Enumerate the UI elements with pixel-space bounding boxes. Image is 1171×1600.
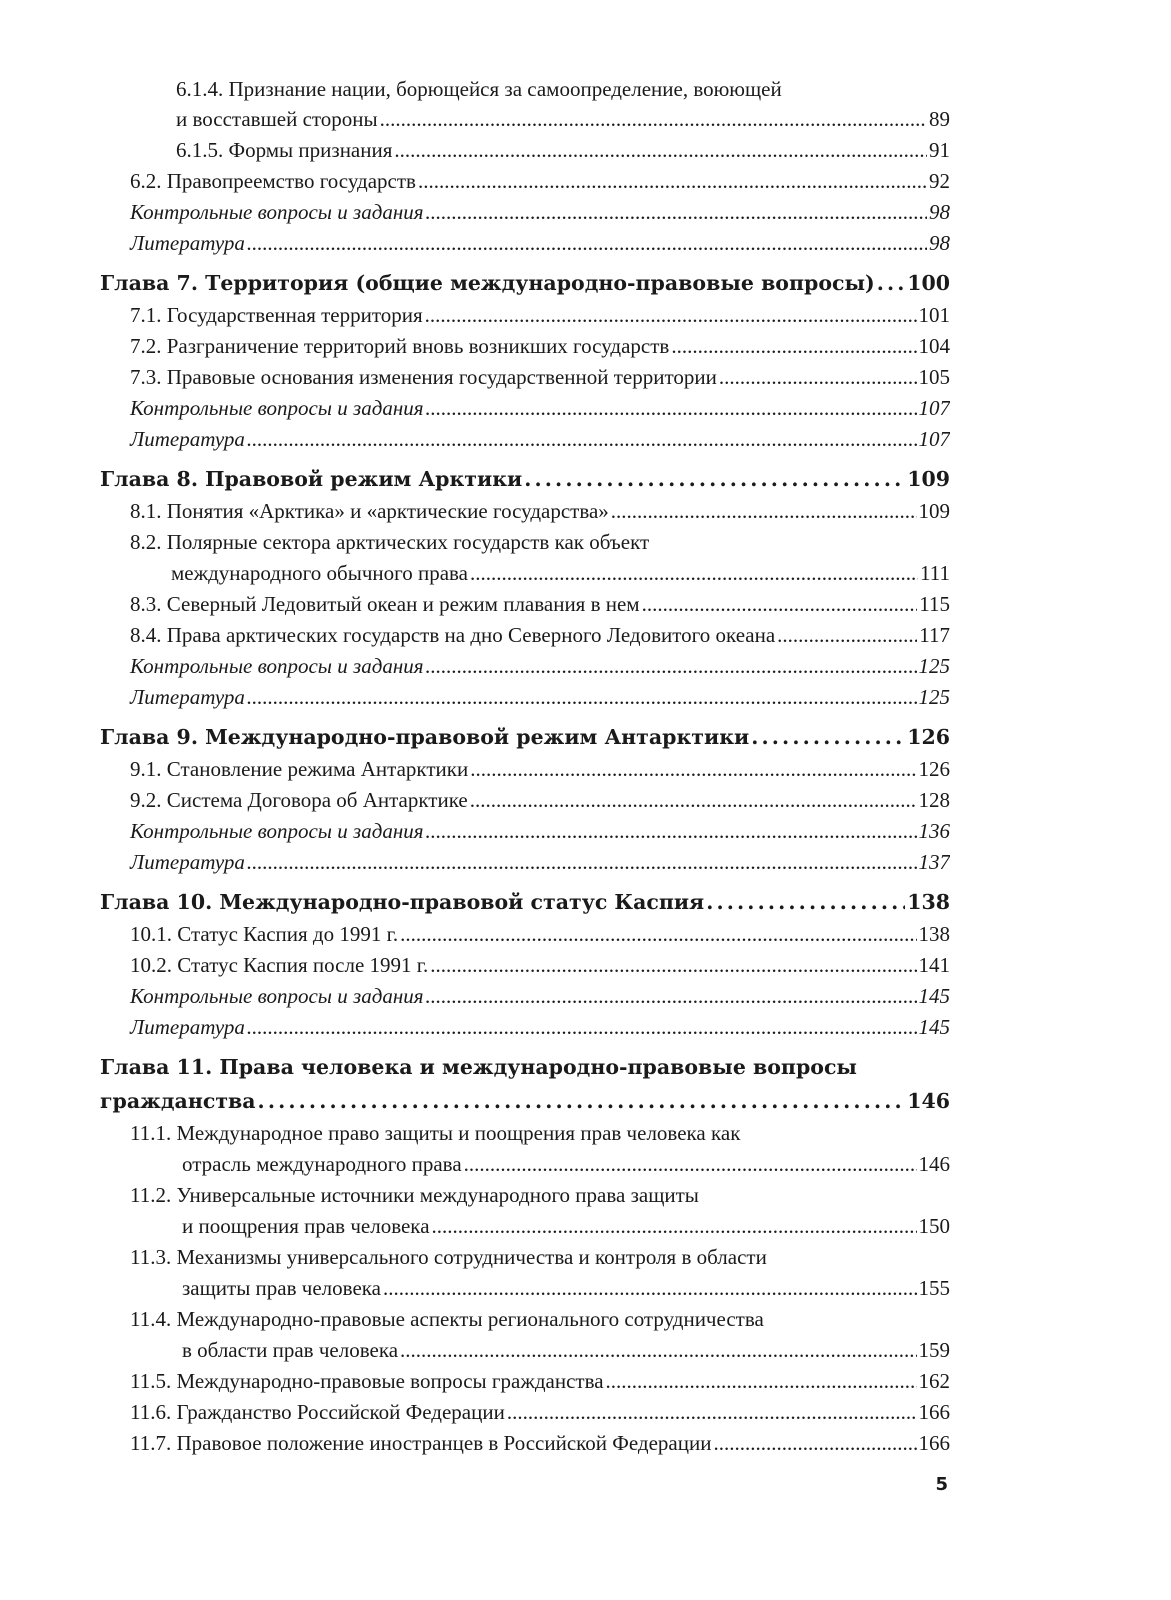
toc-entry [100, 651, 950, 682]
toc-page-number: 146 [918, 1152, 950, 1176]
toc-entry-title: 8.3. Северный Ледовитый океан и режим плавания в нем [130, 592, 640, 616]
dot-leader [877, 266, 905, 300]
toc-entry [100, 228, 950, 259]
toc-page-number: 100 [907, 271, 950, 295]
toc-entry [100, 620, 950, 651]
toc-entry-title: 11.3. Механизмы универсального сотрудничества и контроля в области [130, 1245, 767, 1269]
toc-page-number: 162 [918, 1369, 950, 1393]
toc-page-number: 109 [918, 499, 950, 523]
toc-entry-title: 11.6. Гражданство Российской Федерации [130, 1400, 505, 1424]
toc-entry-title: Глава 11. Права человека и международно-правовые вопросы [100, 1055, 857, 1079]
dot-leader [713, 1428, 916, 1459]
dot-leader [426, 816, 917, 847]
toc-entry [100, 1242, 950, 1273]
toc-entry [100, 424, 950, 455]
toc-entry-title: Контрольные вопросы и задания [130, 819, 424, 843]
toc-entry [100, 919, 950, 950]
toc-entry [100, 785, 950, 816]
toc-entry-title: гражданства [100, 1089, 256, 1113]
toc-page-number: 141 [918, 953, 950, 977]
toc-page-number: 89 [929, 107, 950, 131]
toc-entry-title: Контрольные вопросы и задания [130, 396, 424, 420]
toc-chapter-heading [100, 720, 950, 754]
toc-entry-title: 6.2. Правопреемство государств [130, 169, 416, 193]
toc-entry-title: 8.4. Права арктических государств на дно Северного Ледовитого океана [130, 623, 776, 647]
toc-entry [100, 1335, 950, 1366]
dot-leader [524, 462, 905, 496]
toc-entry-title: Глава 10. Международно-правовой статус Каспия [100, 890, 705, 914]
toc-entry [100, 135, 950, 166]
toc-page-number: 155 [918, 1276, 950, 1300]
toc-entry-title: Контрольные вопросы и задания [130, 984, 424, 1008]
toc-entry [100, 393, 950, 424]
dot-leader [380, 104, 927, 135]
dot-leader [706, 885, 905, 919]
dot-leader [425, 300, 917, 331]
toc-entry-title: Глава 8. Правовой режим Арктики [100, 467, 523, 491]
toc-entry [100, 1118, 950, 1149]
toc-entry [100, 1211, 950, 1242]
dot-leader [642, 589, 918, 620]
dot-leader [418, 166, 927, 197]
toc-entry [100, 362, 950, 393]
toc-entry-title: международного обычного права [171, 561, 468, 585]
toc-entry-title: Литература [130, 427, 245, 451]
toc-chapter-heading [100, 1050, 950, 1084]
toc-page-number: 150 [918, 1214, 950, 1238]
toc-entry-title: 10.2. Статус Каспия после 1991 г. [130, 953, 429, 977]
toc-entry-title: 10.1. Статус Каспия до 1991 г. [130, 922, 399, 946]
toc-entry-title: Литература [130, 850, 245, 874]
toc-entry [100, 950, 950, 981]
toc-entry-title: и поощрения прав человека [182, 1214, 430, 1238]
toc-page-number: 98 [929, 200, 950, 224]
toc-page-number: 138 [907, 890, 950, 914]
dot-leader [394, 135, 927, 166]
toc-entry [100, 74, 950, 104]
toc-chapter-heading [100, 462, 950, 496]
toc-page-number: 166 [918, 1400, 950, 1424]
toc-entry [100, 1149, 950, 1180]
dot-leader [383, 1273, 917, 1304]
toc-entry-title: 11.5. Международно-правовые вопросы гражданства [130, 1369, 604, 1393]
dot-leader [247, 228, 927, 259]
toc-entry-title: 7.2. Разграничение территорий вновь возникших государств [130, 334, 670, 358]
dot-leader [470, 785, 917, 816]
dot-leader [426, 651, 917, 682]
toc-page-number: 137 [918, 850, 950, 874]
toc-entry [100, 981, 950, 1012]
toc-entry-title: Контрольные вопросы и задания [130, 200, 424, 224]
dot-leader [400, 919, 916, 950]
toc-entry [100, 1366, 950, 1397]
dot-leader [400, 1335, 916, 1366]
toc-entry-title: Глава 9. Международно-правовой режим Антарктики [100, 725, 750, 749]
toc-page-number: 138 [918, 922, 950, 946]
toc-entry-title: 11.2. Универсальные источники международного права защиты [130, 1183, 699, 1207]
dot-leader [507, 1397, 917, 1428]
dot-leader [258, 1084, 906, 1118]
toc-page-number: 146 [907, 1089, 950, 1113]
toc-chapter-heading [100, 1084, 950, 1118]
dot-leader [719, 362, 917, 393]
toc-entry [100, 589, 950, 620]
toc-page-number: 128 [918, 788, 950, 812]
toc-entry-title: Контрольные вопросы и задания [130, 654, 424, 678]
toc-entry [100, 816, 950, 847]
dot-leader [426, 393, 917, 424]
toc-page-number: 145 [918, 984, 950, 1008]
toc-entry-title: Литература [130, 1015, 245, 1039]
dot-leader [426, 197, 927, 228]
toc-entry [100, 1397, 950, 1428]
toc-page-number: 91 [929, 138, 950, 162]
toc-entry [100, 754, 950, 785]
dot-leader [777, 620, 917, 651]
toc-entry [100, 1180, 950, 1211]
toc-page-number: 105 [918, 365, 950, 389]
toc-entry [100, 1273, 950, 1304]
toc-entry [100, 1428, 950, 1459]
dot-leader [606, 1366, 917, 1397]
toc-entry [100, 1012, 950, 1043]
toc-entry [100, 331, 950, 362]
toc-entry [100, 558, 950, 589]
toc-entry-title: в области прав человека [182, 1338, 399, 1362]
toc-page-number: 125 [918, 685, 950, 709]
dot-leader [432, 1211, 917, 1242]
toc-entry-title: 9.2. Система Договора об Антарктике [130, 788, 468, 812]
toc-entry [100, 682, 950, 713]
toc-entry-title: 7.1. Государственная территория [130, 303, 423, 327]
dot-leader [247, 682, 917, 713]
toc-entry [100, 1304, 950, 1335]
toc-entry-title: отрасль международного права [182, 1152, 462, 1176]
toc-entry-title: Литература [130, 685, 245, 709]
dot-leader [751, 720, 905, 754]
dot-leader [671, 331, 916, 362]
dot-leader [464, 1149, 917, 1180]
toc-page-number: 117 [919, 623, 950, 647]
toc-entry [100, 300, 950, 331]
toc-page-number: 126 [907, 725, 950, 749]
toc-page-number: 115 [919, 592, 950, 616]
toc-entry-title: 11.7. Правовое положение иностранцев в Российской Федерации [130, 1431, 712, 1455]
toc-page-number: 145 [918, 1015, 950, 1039]
toc-page-number: 98 [929, 231, 950, 255]
dot-leader [426, 981, 917, 1012]
dot-leader [470, 754, 916, 785]
toc-page-number: 166 [918, 1431, 950, 1455]
toc-entry-title: 8.1. Понятия «Арктика» и «арктические государства» [130, 499, 609, 523]
toc-entry-title: 9.1. Становление режима Антарктики [130, 757, 469, 781]
toc-page-number: 104 [918, 334, 950, 358]
toc-entry [100, 166, 950, 197]
toc-page-number: 101 [918, 303, 950, 327]
toc-page-number: 125 [918, 654, 950, 678]
toc-chapter-heading [100, 885, 950, 919]
dot-leader [470, 558, 918, 589]
toc-entry-title: 11.1. Международное право защиты и поощрения прав человека как [130, 1121, 741, 1145]
dot-leader [611, 496, 917, 527]
toc-entry-title: Глава 7. Территория (общие международно-правовые вопросы) [100, 271, 875, 295]
toc-entry-title: 11.4. Международно-правовые аспекты регионального сотрудничества [130, 1307, 764, 1331]
page-number: 5 [935, 1474, 948, 1495]
toc-page-number: 111 [920, 561, 950, 585]
dot-leader [247, 424, 917, 455]
toc-entry [100, 496, 950, 527]
toc-entry-title: защиты прав человека [182, 1276, 381, 1300]
toc-chapter-heading [100, 266, 950, 300]
toc-entry-title: 7.3. Правовые основания изменения государственной территории [130, 365, 717, 389]
table-of-contents [100, 74, 950, 1459]
toc-page-number: 136 [918, 819, 950, 843]
toc-page-number: 107 [918, 427, 950, 451]
dot-leader [247, 1012, 917, 1043]
dot-leader [247, 847, 917, 878]
toc-page-number: 109 [907, 467, 950, 491]
toc-entry [100, 104, 950, 135]
toc-entry-title: 6.1.4. Признание нации, борющейся за самоопределение, воюющей [176, 77, 782, 101]
toc-entry-title: и восставшей стороны [176, 107, 378, 131]
toc-entry [100, 527, 950, 558]
toc-page-number: 159 [918, 1338, 950, 1362]
toc-page-number: 126 [918, 757, 950, 781]
toc-page-number: 107 [918, 396, 950, 420]
toc-entry-title: 6.1.5. Формы признания [176, 138, 393, 162]
toc-entry [100, 197, 950, 228]
toc-entry-title: Литература [130, 231, 245, 255]
toc-entry-title: 8.2. Полярные сектора арктических государств как объект [130, 530, 650, 554]
toc-entry [100, 847, 950, 878]
toc-page-number: 92 [929, 169, 950, 193]
dot-leader [430, 950, 916, 981]
